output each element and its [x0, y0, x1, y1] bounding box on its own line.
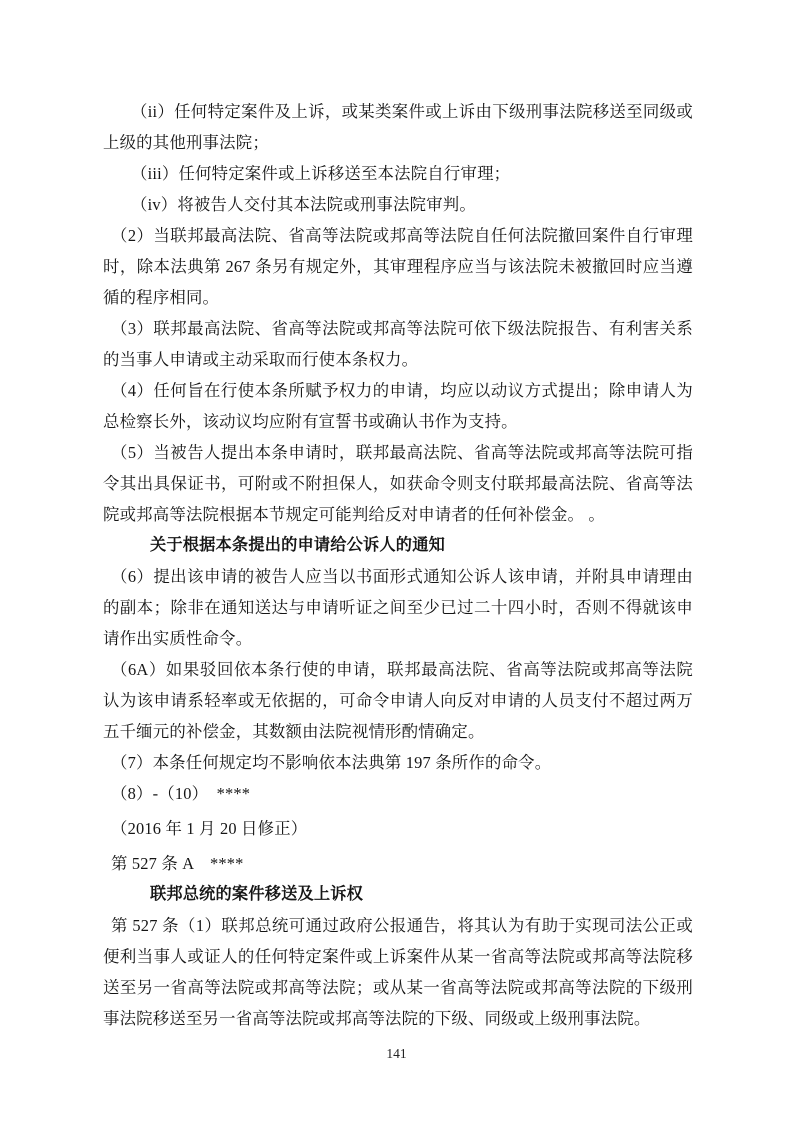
clause-5: （5）当被告人提出本条申请时，联邦最高法院、省高等法院或邦高等法院可指令其出具保证书，可附或不附担保人，如获命令则支付联邦最高法院、省高等法院或邦高等法院根据本节规定可能判给反对申请者的任何补偿金。 。 — [103, 443, 693, 524]
page-number: 141 — [386, 1046, 407, 1061]
clause-iv: （iv）将被告人交付其本法院或刑事法院审判。 — [131, 195, 476, 214]
clause-8-10: （8）-（10） **** — [111, 784, 251, 803]
clause-527-1: 第 527 条（1）联邦总统可通过政府公报通告，将其认为有助于实现司法公正或便利当事人或证人的任何特定案件或上诉案件从某一省高等法院或邦高等法院移送至另一省高等法院或邦高等法院；或从某一省高等法院或邦高等法院的下级刑事法院移送至另一省高等法院或邦高等法院的下级、同级或上级刑事法院。 — [103, 916, 693, 1028]
article-527-heading: 联邦总统的案件移送及上诉权 — [150, 885, 364, 903]
clause-3: （3）联邦最高法院、省高等法院或邦高等法院可依下级法院报告、有利害关系的当事人申请或主动采取而行使本条权力。 — [103, 319, 693, 369]
clause-ii: （ii）任何特定案件及上诉，或某类案件或上诉由下级刑事法院移送至同级或上级的其他刑事法院； — [103, 102, 693, 152]
clause-7: （7）本条任何规定均不影响依本法典第 197 条所作的命令。 — [111, 753, 552, 772]
clause-4: （4）任何旨在行使本条所赋予权力的申请，均应以动议方式提出；除申请人为总检察长外，该动议均应附有宣誓书或确认书作为支持。 — [103, 381, 693, 431]
clause-6: （6）提出该申请的被告人应当以书面形式通知公诉人该申请，并附具申请理由的副本；除非在通知送达与申请听证之间至少已过二十四小时，否则不得就该申请作出实质性命令。 — [103, 567, 693, 648]
clause-iii: （iii）任何特定案件或上诉移送至本法院自行审理； — [131, 164, 511, 183]
document-body — [103, 96, 693, 1034]
notice-heading: 关于根据本条提出的申请给公诉人的通知 — [150, 536, 445, 554]
clause-2: （2）当联邦最高法院、省高等法院或邦高等法院自任何法院撤回案件自行审理时，除本法典第 267 条另有规定外，其审理程序应当与该法院未被撤回时应当遵循的程序相同。 — [103, 226, 693, 307]
amendment-note: （2016 年 1 月 20 日修正） — [111, 819, 308, 838]
clause-6a: （6A）如果驳回依本条行使的申请，联邦最高法院、省高等法院或邦高等法院认为该申请系轻率或无依据的，可命令申请人向反对申请的人员支付不超过两万五千缅元的补偿金，其数额由法院视情形酌情确定。 — [103, 660, 693, 741]
article-527a: 第 527 条 A **** — [111, 854, 244, 873]
